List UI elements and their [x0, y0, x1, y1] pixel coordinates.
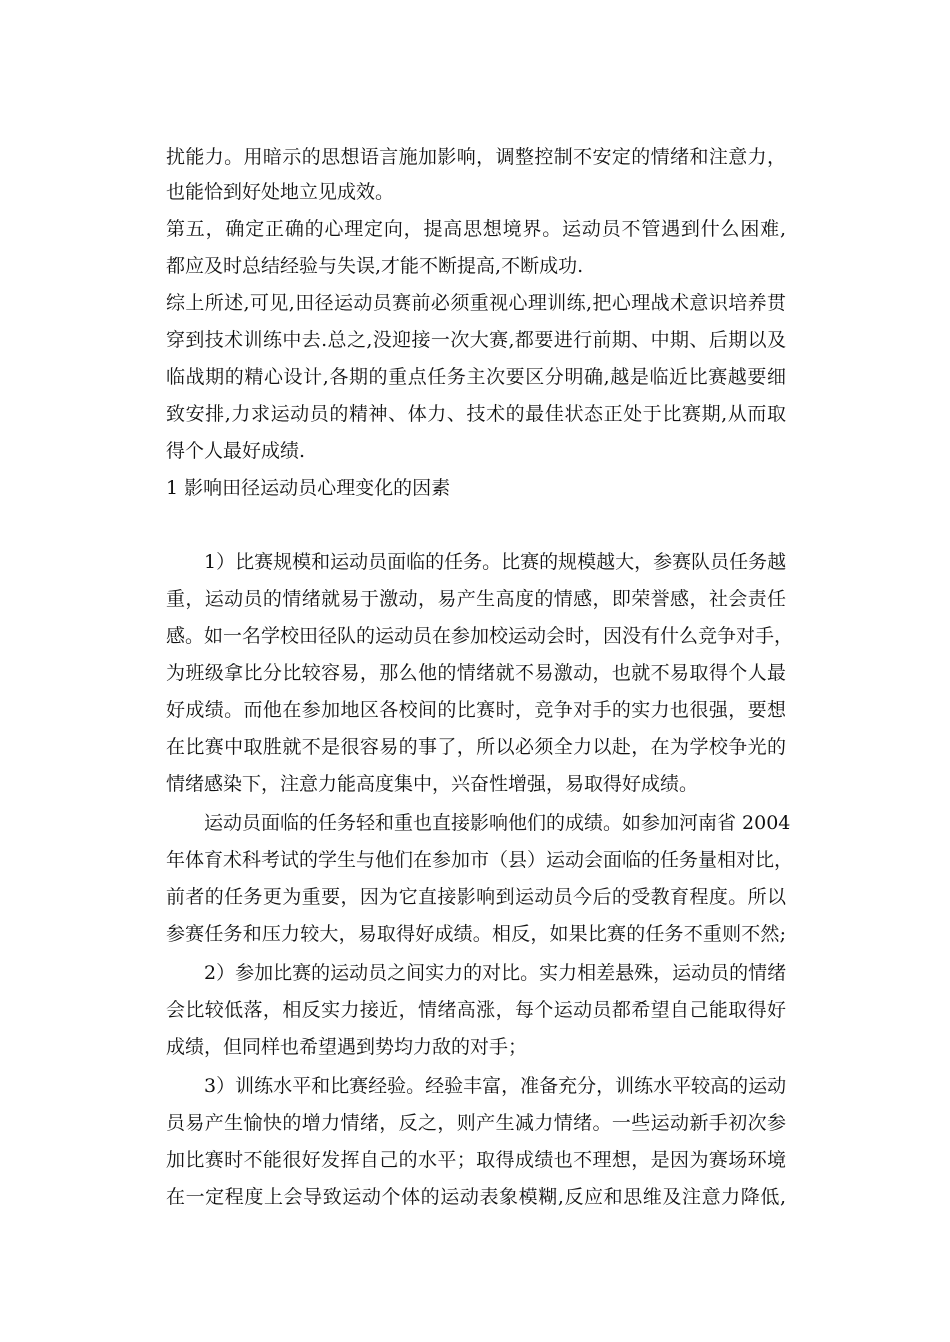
text-line: 在一定程度上会导致运动个体的运动表象模糊,反应和思维及注意力降低,	[166, 1186, 786, 1208]
text-line: 运动员面临的任务轻和重也直接影响他们的成绩。如参加河南省 2004	[204, 812, 791, 834]
text-line: 2）参加比赛的运动员之间实力的对比。实力相差悬殊，运动员的情绪	[204, 962, 787, 984]
text-line: 得个人最好成绩.	[166, 440, 306, 462]
text-line: 前者的任务更为重要，因为它直接影响到运动员今后的受教育程度。所以	[166, 886, 786, 908]
text-line: 员易产生愉快的增力情绪，反之，则产生减力情绪。一些运动新手初次参	[166, 1112, 786, 1134]
text-line: 1）比赛规模和运动员面临的任务。比赛的规模越大，参赛队员任务越	[204, 551, 787, 573]
text-line: 第五，确定正确的心理定向，提高思想境界。运动员不管遇到什么困难,	[166, 218, 786, 240]
text-line: 致安排,力求运动员的精神、体力、技术的最佳状态正处于比赛期,从而取	[166, 403, 786, 425]
text-line: 加比赛时不能很好发挥自己的水平；取得成绩也不理想，是因为赛场环境	[166, 1149, 786, 1171]
text-line: 都应及时总结经验与失误,才能不断提高,不断成功.	[166, 255, 584, 277]
text-line: 临战期的精心设计,各期的重点任务主次要区分明确,越是临近比赛越要细	[166, 366, 786, 388]
text-line: 感。如一名学校田径队的运动员在参加校运动会时，因没有什么竞争对手，	[166, 625, 794, 647]
text-line: 情绪感染下，注意力能高度集中，兴奋性增强，易取得好成绩。	[166, 773, 699, 795]
text-line: 扰能力。用暗示的思想语言施加影响，调整控制不安定的情绪和注意力，	[166, 146, 786, 168]
text-line: 在比赛中取胜就不是很容易的事了，所以必须全力以赴，在为学校争光的	[166, 736, 786, 758]
text-line: 成绩，但同样也希望遇到势均力敌的对手；	[166, 1036, 528, 1058]
text-line: 年体育术科考试的学生与他们在参加市（县）运动会面临的任务量相对比，	[166, 849, 794, 871]
text-line: 重，运动员的情绪就易于激动，易产生高度的情感，即荣誉感，社会责任	[166, 588, 786, 610]
text-line: 为班级拿比分比较容易，那么他的情绪就不易激动，也就不易取得个人最	[166, 662, 786, 684]
text-line: 参赛任务和压力较大，易取得好成绩。相反，如果比赛的任务不重则不然;	[166, 923, 786, 945]
text-line: 综上所述,可见,田径运动员赛前必须重视心理训练,把心理战术意识培养贯	[166, 292, 786, 314]
text-line: 也能恰到好处地立见成效。	[166, 181, 395, 203]
section-heading: 1 影响田径运动员心理变化的因素	[166, 477, 451, 499]
text-line: 会比较低落，相反实力接近，情绪高涨，每个运动员都希望自己能取得好	[166, 999, 786, 1021]
text-line: 穿到技术训练中去.总之,没迎接一次大赛,都要进行前期、中期、后期以及	[166, 329, 786, 351]
text-line: 好成绩。而他在参加地区各校间的比赛时，竞争对手的实力也很强，要想	[166, 699, 786, 721]
text-line: 3）训练水平和比赛经验。经验丰富，准备充分，训练水平较高的运动	[204, 1075, 787, 1097]
